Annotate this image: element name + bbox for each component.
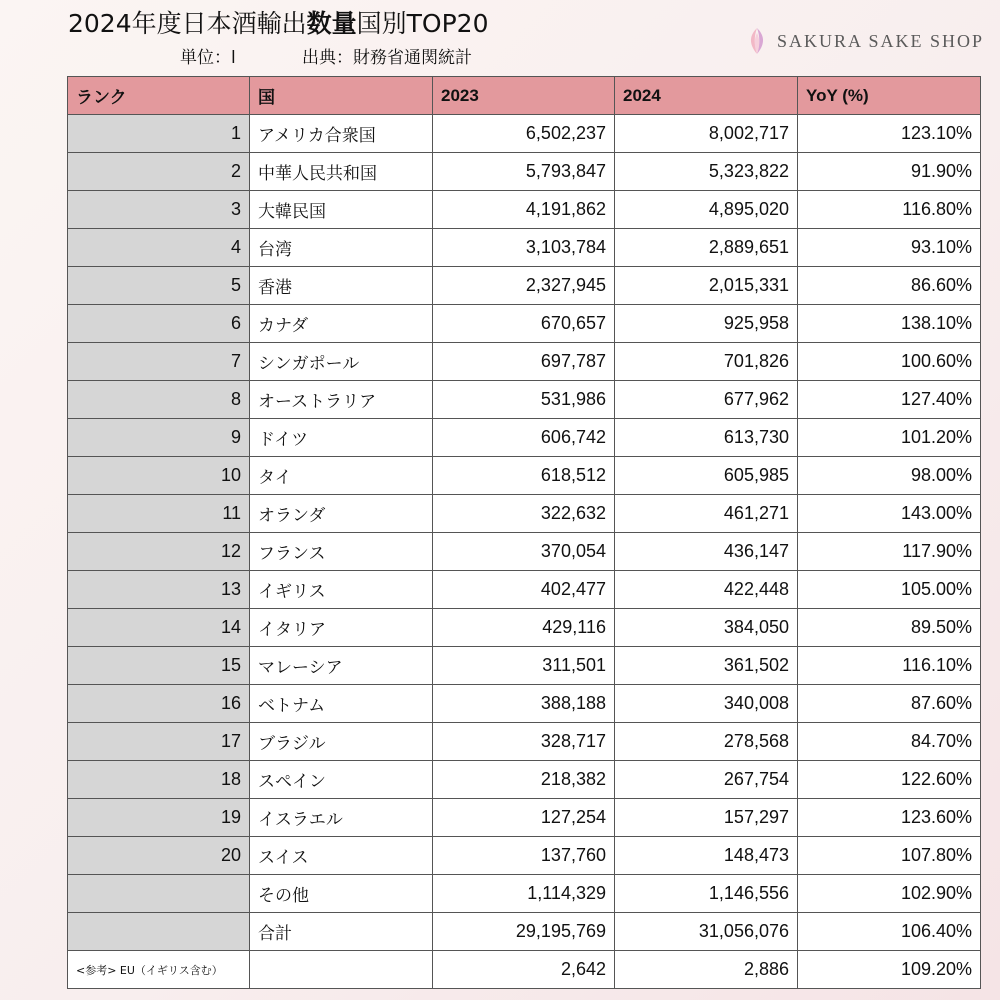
- value-2023-cell: 388,188: [433, 685, 615, 723]
- country-cell: [250, 951, 433, 989]
- column-header-country: 国: [250, 77, 433, 115]
- export-volume-table: [67, 76, 981, 989]
- value-2023-cell: 29,195,769: [433, 913, 615, 951]
- country-cell: 香港: [250, 267, 433, 305]
- yoy-cell: 143.00%: [798, 495, 981, 533]
- value-2024-cell: 461,271: [615, 495, 798, 533]
- rank-cell: 4: [68, 229, 250, 267]
- country-cell: シンガポール: [250, 343, 433, 381]
- table-row: [68, 191, 981, 229]
- value-2023-cell: 6,502,237: [433, 115, 615, 153]
- value-2023-cell: 328,717: [433, 723, 615, 761]
- yoy-cell: 106.40%: [798, 913, 981, 951]
- rank-cell: [68, 913, 250, 951]
- value-2024-cell: 157,297: [615, 799, 798, 837]
- yoy-cell: 117.90%: [798, 533, 981, 571]
- value-2024-cell: 613,730: [615, 419, 798, 457]
- yoy-cell: 127.40%: [798, 381, 981, 419]
- country-cell: 大韓民国: [250, 191, 433, 229]
- country-cell: タイ: [250, 457, 433, 495]
- value-2023-cell: 218,382: [433, 761, 615, 799]
- value-2023-cell: 697,787: [433, 343, 615, 381]
- value-2024-cell: 278,568: [615, 723, 798, 761]
- value-2024-cell: 605,985: [615, 457, 798, 495]
- country-cell: 合計: [250, 913, 433, 951]
- table-header-row: [68, 77, 981, 115]
- yoy-cell: 93.10%: [798, 229, 981, 267]
- value-2024-cell: 701,826: [615, 343, 798, 381]
- table-row: [68, 457, 981, 495]
- yoy-cell: 87.60%: [798, 685, 981, 723]
- table-row: [68, 115, 981, 153]
- country-cell: アメリカ合衆国: [250, 115, 433, 153]
- table-row: [68, 229, 981, 267]
- country-cell: ブラジル: [250, 723, 433, 761]
- country-cell: フランス: [250, 533, 433, 571]
- rank-cell: 7: [68, 343, 250, 381]
- country-cell: 台湾: [250, 229, 433, 267]
- table-row: [68, 685, 981, 723]
- yoy-cell: 138.10%: [798, 305, 981, 343]
- table-row: [68, 533, 981, 571]
- yoy-cell: 107.80%: [798, 837, 981, 875]
- value-2023-cell: 618,512: [433, 457, 615, 495]
- table-row: [68, 571, 981, 609]
- yoy-cell: 116.80%: [798, 191, 981, 229]
- table-row: [68, 837, 981, 875]
- table-row: [68, 267, 981, 305]
- yoy-cell: 84.70%: [798, 723, 981, 761]
- value-2024-cell: 677,962: [615, 381, 798, 419]
- brand-logo: [745, 26, 984, 56]
- rank-cell: 16: [68, 685, 250, 723]
- rank-cell: 14: [68, 609, 250, 647]
- rank-cell: 20: [68, 837, 250, 875]
- country-cell: イタリア: [250, 609, 433, 647]
- country-cell: マレーシア: [250, 647, 433, 685]
- table-row: [68, 153, 981, 191]
- yoy-cell: 101.20%: [798, 419, 981, 457]
- table-row: [68, 875, 981, 913]
- country-cell: 中華人民共和国: [250, 153, 433, 191]
- value-2024-cell: 8,002,717: [615, 115, 798, 153]
- table-row: [68, 913, 981, 951]
- table-row: [68, 419, 981, 457]
- country-cell: スペイン: [250, 761, 433, 799]
- country-cell: オーストラリア: [250, 381, 433, 419]
- value-2024-cell: 384,050: [615, 609, 798, 647]
- value-2023-cell: 127,254: [433, 799, 615, 837]
- value-2023-cell: 429,116: [433, 609, 615, 647]
- country-cell: その他: [250, 875, 433, 913]
- column-header-2024: 2024: [615, 77, 798, 115]
- value-2024-cell: 5,323,822: [615, 153, 798, 191]
- rank-cell: 1: [68, 115, 250, 153]
- table-row: [68, 381, 981, 419]
- value-2024-cell: 925,958: [615, 305, 798, 343]
- country-cell: ドイツ: [250, 419, 433, 457]
- rank-cell: 19: [68, 799, 250, 837]
- value-2024-cell: 361,502: [615, 647, 798, 685]
- value-2023-cell: 3,103,784: [433, 229, 615, 267]
- table-row: [68, 305, 981, 343]
- yoy-cell: 91.90%: [798, 153, 981, 191]
- value-2023-cell: 1,114,329: [433, 875, 615, 913]
- country-cell: スイス: [250, 837, 433, 875]
- value-2024-cell: 422,448: [615, 571, 798, 609]
- title-bold: 数量: [306, 9, 357, 38]
- reference-row: [68, 951, 981, 989]
- yoy-cell: 105.00%: [798, 571, 981, 609]
- reference-label-cell: <参考> EU（イギリス含む）: [68, 951, 250, 989]
- yoy-cell: 100.60%: [798, 343, 981, 381]
- yoy-cell: 123.10%: [798, 115, 981, 153]
- value-2024-cell: 2,886: [615, 951, 798, 989]
- yoy-cell: 102.90%: [798, 875, 981, 913]
- value-2024-cell: 436,147: [615, 533, 798, 571]
- rank-cell: 9: [68, 419, 250, 457]
- table-row: [68, 647, 981, 685]
- yoy-cell: 109.20%: [798, 951, 981, 989]
- table-row: [68, 609, 981, 647]
- value-2023-cell: 4,191,862: [433, 191, 615, 229]
- rank-cell: 5: [68, 267, 250, 305]
- sakura-petal-icon: [745, 27, 769, 55]
- table-row: [68, 343, 981, 381]
- rank-cell: 15: [68, 647, 250, 685]
- value-2024-cell: 4,895,020: [615, 191, 798, 229]
- value-2023-cell: 606,742: [433, 419, 615, 457]
- value-2023-cell: 2,642: [433, 951, 615, 989]
- page-title: [68, 8, 488, 40]
- value-2024-cell: 31,056,076: [615, 913, 798, 951]
- value-2024-cell: 1,146,556: [615, 875, 798, 913]
- table-row: [68, 799, 981, 837]
- yoy-cell: 123.60%: [798, 799, 981, 837]
- country-cell: イギリス: [250, 571, 433, 609]
- rank-cell: 12: [68, 533, 250, 571]
- yoy-cell: 89.50%: [798, 609, 981, 647]
- value-2023-cell: 402,477: [433, 571, 615, 609]
- column-header-yoy: YoY (%): [798, 77, 981, 115]
- yoy-cell: 86.60%: [798, 267, 981, 305]
- rank-cell: 10: [68, 457, 250, 495]
- value-2023-cell: 5,793,847: [433, 153, 615, 191]
- value-2023-cell: 370,054: [433, 533, 615, 571]
- yoy-cell: 98.00%: [798, 457, 981, 495]
- source-label: 出典：財務省通関統計: [302, 48, 472, 68]
- unit-label: 単位：l: [180, 48, 236, 68]
- table-row: [68, 723, 981, 761]
- value-2023-cell: 311,501: [433, 647, 615, 685]
- value-2023-cell: 322,632: [433, 495, 615, 533]
- value-2024-cell: 267,754: [615, 761, 798, 799]
- rank-cell: [68, 875, 250, 913]
- table-row: [68, 761, 981, 799]
- value-2024-cell: 340,008: [615, 685, 798, 723]
- value-2023-cell: 2,327,945: [433, 267, 615, 305]
- column-header-rank: ランク: [68, 77, 250, 115]
- value-2024-cell: 2,889,651: [615, 229, 798, 267]
- title-suffix: 国別TOP20: [356, 9, 489, 38]
- rank-cell: 17: [68, 723, 250, 761]
- value-2024-cell: 2,015,331: [615, 267, 798, 305]
- country-cell: イスラエル: [250, 799, 433, 837]
- value-2024-cell: 148,473: [615, 837, 798, 875]
- country-cell: オランダ: [250, 495, 433, 533]
- value-2023-cell: 670,657: [433, 305, 615, 343]
- rank-cell: 3: [68, 191, 250, 229]
- rank-cell: 6: [68, 305, 250, 343]
- rank-cell: 2: [68, 153, 250, 191]
- country-cell: カナダ: [250, 305, 433, 343]
- rank-cell: 11: [68, 495, 250, 533]
- value-2023-cell: 137,760: [433, 837, 615, 875]
- brand-name: SAKURA SAKE SHOP: [776, 30, 984, 51]
- rank-cell: 8: [68, 381, 250, 419]
- rank-cell: 18: [68, 761, 250, 799]
- yoy-cell: 122.60%: [798, 761, 981, 799]
- table-row: [68, 495, 981, 533]
- value-2023-cell: 531,986: [433, 381, 615, 419]
- yoy-cell: 116.10%: [798, 647, 981, 685]
- rank-cell: 13: [68, 571, 250, 609]
- table-body: [68, 115, 981, 989]
- column-header-2023: 2023: [433, 77, 615, 115]
- title-prefix: 2024年度日本酒輸出: [68, 9, 307, 38]
- country-cell: ベトナム: [250, 685, 433, 723]
